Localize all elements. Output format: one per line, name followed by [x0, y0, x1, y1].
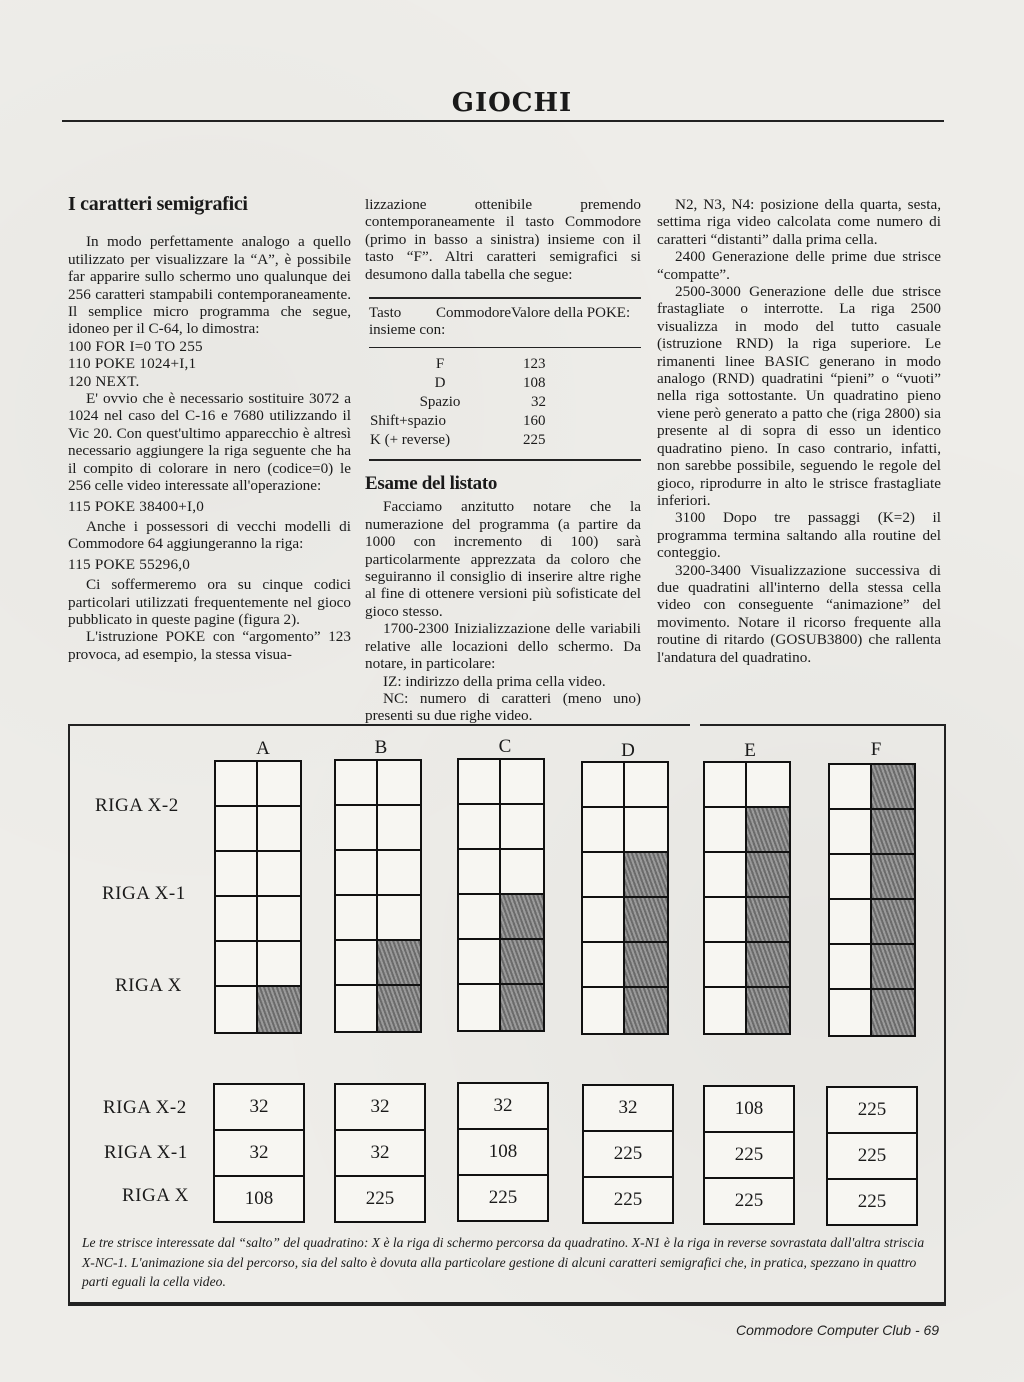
empty-subcell — [216, 807, 258, 852]
filled-subcell — [625, 898, 667, 943]
value-cell: 225 — [613, 1189, 643, 1210]
section-heading: Esame del listato — [365, 473, 498, 495]
empty-subcell — [258, 942, 300, 987]
empty-subcell — [830, 810, 872, 855]
empty-subcell — [336, 986, 378, 1031]
empty-subcell — [378, 896, 420, 941]
empty-subcell — [258, 852, 300, 897]
caption-rule — [68, 1302, 944, 1304]
value-table-f — [826, 1086, 918, 1226]
table-cell: 225 — [511, 431, 641, 460]
empty-subcell — [459, 850, 501, 895]
empty-subcell — [501, 760, 543, 805]
empty-subcell — [747, 763, 789, 808]
empty-subcell — [459, 760, 501, 805]
filled-subcell — [872, 855, 914, 900]
filled-subcell — [872, 900, 914, 945]
code-line: 115 POKE 55296,0 — [68, 555, 191, 573]
paragraph: In modo perfettamente analogo a quello utilizzato per visualizzare la “A”, è possibile far apparire sullo schermo uno qualunque dei 256 caratteri stampabili contemporaneamente. Il semplice micro programma che segue, idoneo per il C-64, lo dimostra: — [68, 233, 351, 338]
empty-subcell — [830, 765, 872, 810]
value-cell: 32 — [459, 1084, 547, 1130]
column-1 — [68, 193, 351, 663]
filled-subcell — [501, 940, 543, 985]
empty-subcell — [705, 763, 747, 808]
table-cell: Shift+spazio — [370, 413, 446, 430]
row-label: RIGA X-2 — [95, 795, 179, 816]
filled-subcell — [747, 898, 789, 943]
filled-subcell — [501, 895, 543, 940]
filled-subcell — [625, 988, 667, 1033]
code-line: 100 FOR I=0 TO 255 — [68, 337, 203, 355]
grid-label-b: B — [374, 737, 388, 758]
table-row — [369, 374, 641, 393]
table-row — [369, 348, 641, 375]
paragraph: Facciamo anzitutto notare che la numerazione del programma (a partire da 1000 con incremento di 100) sarà particolarmente apprezzata da coloro che seguiranno il consiglio di inserire altre righe al fine di ottenere versioni più sofisticate del gioco stesso. — [365, 498, 641, 620]
char-grid-d — [581, 761, 669, 1035]
value-cell: 108 — [705, 1087, 793, 1133]
empty-subcell — [625, 763, 667, 808]
paragraph: NC: numero di caratteri (meno uno) presenti su due righe video. — [365, 689, 641, 725]
value-row-label: RIGA X — [122, 1185, 189, 1206]
empty-subcell — [501, 805, 543, 850]
empty-subcell — [583, 808, 625, 853]
paragraph: 3100 Dopo tre passaggi (K=2) il programma termina saltando alla routine del conteggio. — [657, 509, 941, 562]
grid-label-f: F — [870, 739, 882, 760]
value-cell: 225 — [734, 1190, 764, 1211]
value-row-label: RIGA X-2 — [103, 1097, 187, 1118]
empty-subcell — [501, 850, 543, 895]
table-header: Valore della POKE: — [511, 298, 641, 348]
char-grid-b — [334, 759, 422, 1033]
value-cell: 32 — [336, 1085, 424, 1131]
table-cell: 32 — [531, 394, 546, 411]
empty-subcell — [216, 942, 258, 987]
paragraph: L'istruzione POKE con “argomento” 123 provoca, ad esempio, la stessa visua- — [68, 628, 351, 663]
paragraph: IZ: indirizzo della prima cella video. — [383, 672, 606, 690]
filled-subcell — [872, 990, 914, 1035]
empty-subcell — [216, 987, 258, 1032]
paragraph: 3200-3400 Visualizzazione successiva di due quadratini all'interno della stessa cella video con conseguente “animazione” del movimento. Notare il ricorso frequente alla routine di ritardo (GOSUB3800) che rallenta l'andatura del quadratino. — [657, 561, 941, 666]
empty-subcell — [336, 806, 378, 851]
filled-subcell — [501, 985, 543, 1030]
empty-subcell — [216, 762, 258, 807]
empty-subcell — [216, 852, 258, 897]
filled-subcell — [747, 808, 789, 853]
value-cell: 108 — [459, 1130, 547, 1176]
code-line: 115 POKE 38400+I,0 — [68, 497, 205, 515]
header-rule — [62, 120, 944, 122]
page-footer: Commodore Computer Club - 69 — [736, 1322, 940, 1338]
filled-subcell — [747, 988, 789, 1033]
table-cell: D — [434, 375, 446, 392]
empty-subcell — [705, 943, 747, 988]
paragraph: lizzazione ottenibile premendo contemporaneamente il tasto Commodore (primo in basso a sinistra) insieme con il tasto “F”. Altri caratteri semigrafici si desumono dalla tabella che segue: — [365, 196, 641, 283]
char-grid-e — [703, 761, 791, 1035]
row-label: RIGA X — [115, 975, 182, 996]
empty-subcell — [258, 807, 300, 852]
poke-table — [369, 297, 641, 461]
code-line: 120 NEXT. — [68, 372, 140, 390]
grid-label-e: E — [744, 740, 756, 761]
value-cell: 32 — [584, 1086, 672, 1132]
value-cell: 32 — [336, 1131, 424, 1177]
paragraph: 1700-2300 Inizializzazione delle variabili relative alle locazioni dello schermo. Da notare, in particolare: — [365, 620, 641, 673]
table-cell: 108 — [523, 375, 546, 392]
value-row-label: RIGA X-1 — [104, 1142, 188, 1163]
empty-subcell — [583, 898, 625, 943]
value-cell: 225 — [828, 1134, 916, 1180]
value-cell: 225 — [488, 1187, 518, 1208]
table-cell: F — [435, 356, 445, 373]
empty-subcell — [830, 945, 872, 990]
empty-subcell — [583, 763, 625, 808]
empty-subcell — [378, 851, 420, 896]
empty-subcell — [378, 761, 420, 806]
grid-label-c: C — [498, 736, 512, 757]
empty-subcell — [336, 851, 378, 896]
empty-subcell — [459, 805, 501, 850]
table-cell: 123 — [523, 356, 546, 373]
table-row — [369, 431, 641, 460]
empty-subcell — [830, 990, 872, 1035]
grid-label-d: D — [621, 740, 635, 761]
filled-subcell — [872, 765, 914, 810]
row-label: RIGA X-1 — [102, 883, 186, 904]
value-cell: 32 — [215, 1131, 303, 1177]
empty-subcell — [705, 853, 747, 898]
empty-subcell — [583, 988, 625, 1033]
value-cell: 108 — [244, 1188, 274, 1209]
empty-subcell — [336, 941, 378, 986]
value-table-d — [582, 1084, 674, 1224]
table-cell: K (+ reverse) — [369, 431, 511, 460]
char-grid-a — [214, 760, 302, 1034]
filled-subcell — [625, 853, 667, 898]
value-table-c — [457, 1082, 549, 1222]
filled-subcell — [625, 943, 667, 988]
empty-subcell — [705, 898, 747, 943]
filled-subcell — [378, 986, 420, 1031]
value-cell: 225 — [828, 1088, 916, 1134]
filled-subcell — [747, 943, 789, 988]
article-heading: I caratteri semigrafici — [68, 193, 248, 215]
paragraph: 2500-3000 Generazione delle due strisce frastagliate o interrotte. La riga 2500 visualizza in modo del tutto casuale (istruzione RND) la riga superiore. Le rimanenti linee BASIC generano in modo analogo (RND) quadratini “pieni” o “vuoti” nella riga sottostante. Un quadratino pieno viene però generato a patto che (riga 2800) sia presente al di sopra di esso un identico quadratino pieno. In caso contrario, infatti, non sarebbe possibile, seguendo le regole del gioco, riprodurre in alto le strisce frastagliate inferiori. — [657, 283, 941, 509]
empty-subcell — [336, 761, 378, 806]
table-row — [369, 393, 641, 412]
filled-subcell — [378, 941, 420, 986]
value-table-e — [703, 1085, 795, 1225]
empty-subcell — [459, 895, 501, 940]
value-cell: 225 — [584, 1132, 672, 1178]
value-cell: 32 — [215, 1085, 303, 1131]
filled-subcell — [747, 853, 789, 898]
code-line: 110 POKE 1024+I,1 — [68, 355, 197, 373]
paragraph: Ci soffermeremo ora su cinque codici particolari utilizzati frequentemente nel gioco pubblicato in queste pagine (figura 2). — [68, 576, 351, 628]
paragraph: E' ovvio che è necessario sostituire 3072 a 1024 nel caso del C-16 e 7680 utilizzando il Vic 20. Con quest'ultimo apparecchio è altresì necessario aggiungere la riga seguente che ha il compito di colorare in nero (codice=0) le 256 celle video interessate all'operazione: — [68, 390, 351, 495]
empty-subcell — [625, 808, 667, 853]
value-table-b — [334, 1083, 426, 1223]
empty-subcell — [216, 897, 258, 942]
value-cell: 225 — [857, 1191, 887, 1212]
value-cell: 225 — [365, 1188, 395, 1209]
table-cell: Spazio — [419, 394, 461, 411]
table-header: Tasto Commodore insieme con: — [369, 298, 511, 348]
filled-subcell — [258, 987, 300, 1032]
figure-caption: Le tre strisce interessate dal “salto” del quadratino: X è la riga di schermo percorsa da quadratino. X-N1 è la riga in reverse sovrastata dall'altra striscia X-NC-1. L'animazione sia del percorso, sia del salto è dovuta alla particolare gestione di alcuni caratteri semigrafici che, in pratica, spezzano in quattro parti eguali la cella video. — [82, 1235, 925, 1289]
empty-subcell — [378, 806, 420, 851]
empty-subcell — [459, 985, 501, 1030]
empty-subcell — [583, 943, 625, 988]
grid-label-a: A — [256, 738, 270, 759]
filled-subcell — [872, 810, 914, 855]
char-grid-f — [828, 763, 916, 1037]
table-row — [369, 412, 641, 431]
paragraph: 2400 Generazione delle prime due strisce “compatte”. — [657, 248, 941, 283]
column-2 — [365, 196, 641, 725]
empty-subcell — [258, 897, 300, 942]
column-3 — [657, 196, 941, 666]
section-title: GIOCHI — [451, 88, 573, 118]
empty-subcell — [459, 940, 501, 985]
empty-subcell — [705, 988, 747, 1033]
paragraph: N2, N3, N4: posizione della quarta, sesta, settima riga video calcolata come numero di caratteri “distanti” dalla prima cella. — [657, 196, 941, 248]
empty-subcell — [336, 896, 378, 941]
value-cell: 225 — [705, 1133, 793, 1179]
char-grid-c — [457, 758, 545, 1032]
value-table-a — [213, 1083, 305, 1223]
table-cell: 160 — [523, 413, 546, 430]
empty-subcell — [830, 855, 872, 900]
empty-subcell — [705, 808, 747, 853]
empty-subcell — [830, 900, 872, 945]
empty-subcell — [258, 762, 300, 807]
empty-subcell — [583, 853, 625, 898]
filled-subcell — [872, 945, 914, 990]
paragraph: Anche i possessori di vecchi modelli di Commodore 64 aggiungeranno la riga: — [68, 517, 351, 553]
